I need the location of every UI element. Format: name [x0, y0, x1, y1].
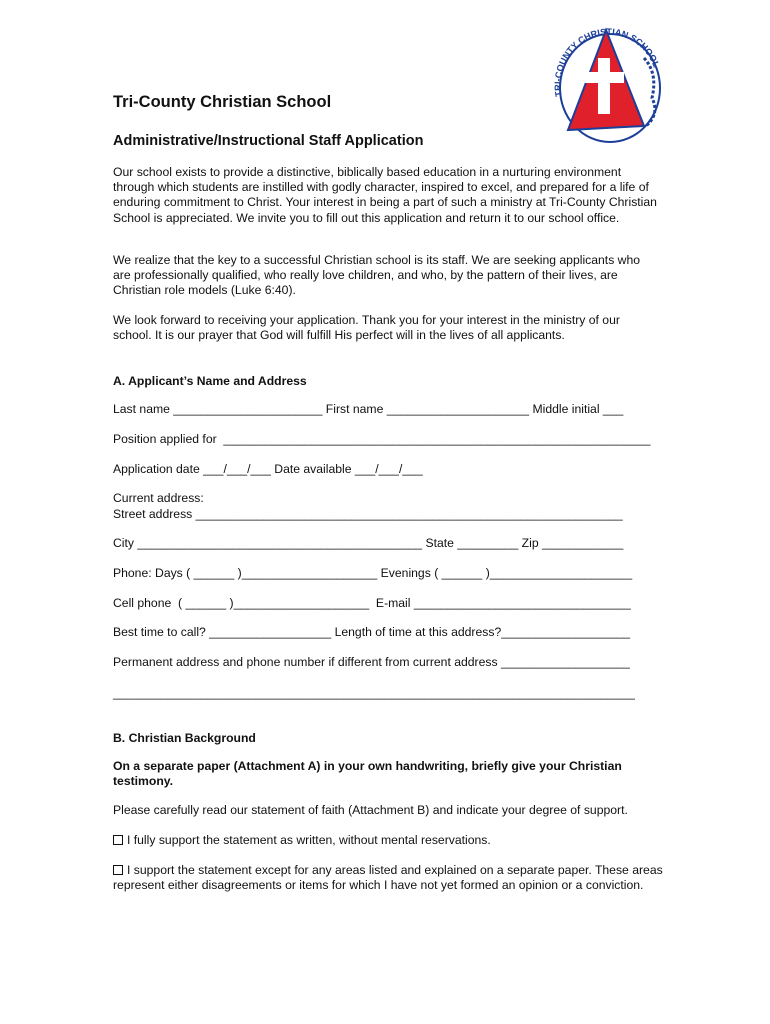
- checkbox[interactable]: [113, 835, 123, 845]
- option-full-support[interactable]: [113, 833, 663, 848]
- logo-arc-text: TRI-COUNTY CHRISTIAN SCHOOL: [552, 26, 662, 98]
- intro-paragraph-3: We look forward to receiving your application. Thank you for your interest in the ministry of our school. It is our prayer that God will fulfill His perfect will in the lives of all applicants.: [113, 313, 620, 343]
- logo-cross-icon: [598, 58, 610, 114]
- phone-line[interactable]: Phone: Days ( ______ )____________________ Evenings ( ______ )_____________________: [113, 566, 633, 580]
- permanent-address-line[interactable]: Permanent address and phone number if different from current address ___________________: [113, 655, 630, 669]
- current-address-label: Current address:: [113, 491, 204, 505]
- option-label: I fully support the statement as written, without mental reservations.: [127, 833, 491, 847]
- name-fields-line[interactable]: Last name ______________________ First name _____________________ Middle initial ___: [113, 402, 624, 416]
- testimony-instruction: On a separate paper (Attachment A) in your own handwriting, briefly give your Christian testimony.: [113, 759, 622, 789]
- school-name: Tri-County Christian School: [113, 93, 332, 111]
- checkbox[interactable]: [113, 865, 123, 875]
- permanent-address-continued-line[interactable]: _____________________________________________________________________________: [113, 686, 635, 700]
- intro-paragraph-2: We realize that the key to a successful Christian school is its staff. We are seeking applicants who are professionally qualified, who really love children, and who, by the pattern of their lives, are Christian role models (Luke 6:40).: [113, 253, 641, 298]
- street-address-line[interactable]: Street address _______________________________________________________________: [113, 507, 623, 521]
- option-partial-support[interactable]: [113, 863, 663, 893]
- position-field-line[interactable]: Position applied for _______________________________________________________________: [113, 432, 651, 446]
- statement-prompt: Please carefully read our statement of faith (Attachment B) and indicate your degree of support.: [113, 803, 628, 817]
- section-b-heading: B. Christian Background: [113, 731, 256, 745]
- option-label: I support the statement except for any areas listed and explained on a separate paper. These areas represent either disagreements or items for which I have not yet formed an opinion or a conviction.: [113, 863, 663, 893]
- dates-field-line[interactable]: Application date ___/___/___ Date available ___/___/___: [113, 462, 423, 476]
- intro-paragraph-1: Our school exists to provide a distinctive, biblically based education in a nurturing environment through which students are instilled with godly character, inspired to excel, and prepared for a life of enduring commitment to Christ. Your interest in being a part of such a ministry at Tri-County Christian School is appreciated. We invite you to fill out this application and return it to our school office.: [113, 165, 657, 225]
- document-subtitle: Administrative/Instructional Staff Application: [113, 133, 424, 149]
- call-time-line[interactable]: Best time to call? __________________ Length of time at this address?___________________: [113, 625, 631, 639]
- cell-email-line[interactable]: Cell phone ( ______ )____________________ E-mail ________________________________: [113, 596, 631, 610]
- school-logo: [548, 18, 668, 150]
- city-state-zip-line[interactable]: City __________________________________________ State _________ Zip ____________: [113, 536, 624, 550]
- section-a-heading: A. Applicant’s Name and Address: [113, 374, 307, 388]
